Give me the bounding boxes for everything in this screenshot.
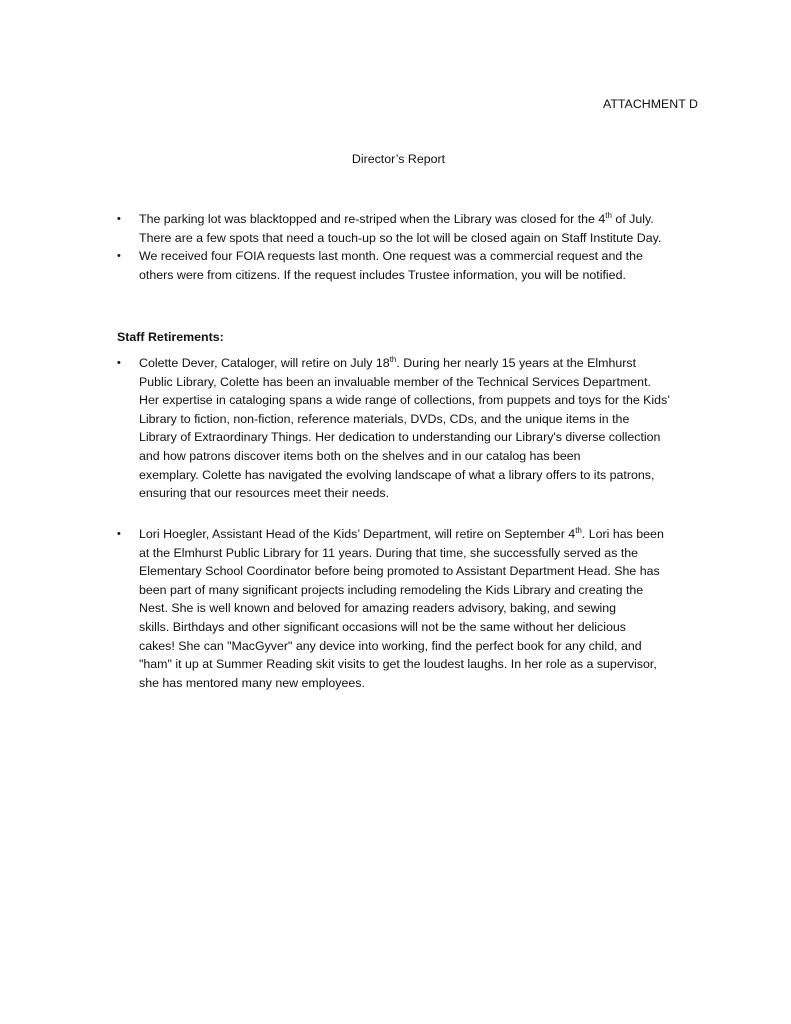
retirement-list-2: [117, 525, 707, 692]
bullet-icon: •: [117, 528, 121, 540]
attachment-label: ATTACHMENT D: [603, 97, 698, 111]
bullet-icon: •: [117, 213, 121, 225]
ordinal-suffix: th: [389, 354, 397, 364]
ordinal-suffix: th: [575, 525, 582, 535]
item-text-start: The parking lot was blacktopped and re-striped when the Library was closed for the 4: [139, 212, 606, 226]
list-item-lori-hoegler: [117, 525, 707, 692]
page-title: Director’s Report: [351, 152, 446, 166]
item-text-end: . Lori has been at the Elmhurst Public Library for 11 years. During that time, she successfully served as the Elementary School Coordinator before being promoted to Assistant Department Head. She has been part of many significant projects including remodeling the Kids Library and creating the Nest. She is well known and beloved for amazing readers advisory, baking, and sewing skills. Birthdays and other significant occasions will not be the same without her delicious cakes! She can "MacGyver" any device into working, find the perfect book for any child, and "ham" it up at Summer Reading skit visits to get the loudest laughs. In her role as a supervisor, she has mentored many new employees.: [139, 527, 664, 690]
item-text-start: Colette Dever, Cataloger, will retire on July 18: [139, 356, 390, 370]
item-text-start: Lori Hoegler, Assistant Head of the Kids’ Department, will retire on September 4: [139, 527, 576, 541]
list-item-colette-dever: [117, 354, 707, 503]
bullet-icon: •: [117, 357, 121, 369]
item-text: We received four FOIA requests last month. One request was a commercial request and the others were from citizens. If the request includes Trustee information, you will be notified.: [139, 249, 643, 282]
ordinal-suffix: th: [605, 210, 612, 220]
retirement-list: [117, 354, 707, 503]
general-bullet-list: [117, 210, 707, 284]
item-text-end: of July. There are a few spots that need a touch-up so the lot will be closed again on Staff Institute Day.: [139, 212, 662, 245]
list-item-foia: [117, 247, 707, 284]
item-text-end: . During her nearly 15 years at the Elmhurst Public Library, Colette has been an invaluable member of the Technical Services Department. Her expertise in cataloging spans a wide range of collections, from puppets and toys for the Kids’ Library to fiction, non-fiction, reference materials, DVDs, CDs, and the unique items in the Library of Extraordinary Things. Her dedication to understanding our Library's diverse collection and how patrons discover items both on the shelves and in our catalog has been exemplary. Colette has navigated the evolving landscape of what a library offers to its patrons, ensuring that our resources meet their needs.: [139, 356, 671, 501]
bullet-icon: •: [117, 250, 121, 263]
section-heading-staff-retirements: Staff Retirements:: [117, 330, 224, 344]
list-item-parking-lot: [117, 210, 707, 247]
